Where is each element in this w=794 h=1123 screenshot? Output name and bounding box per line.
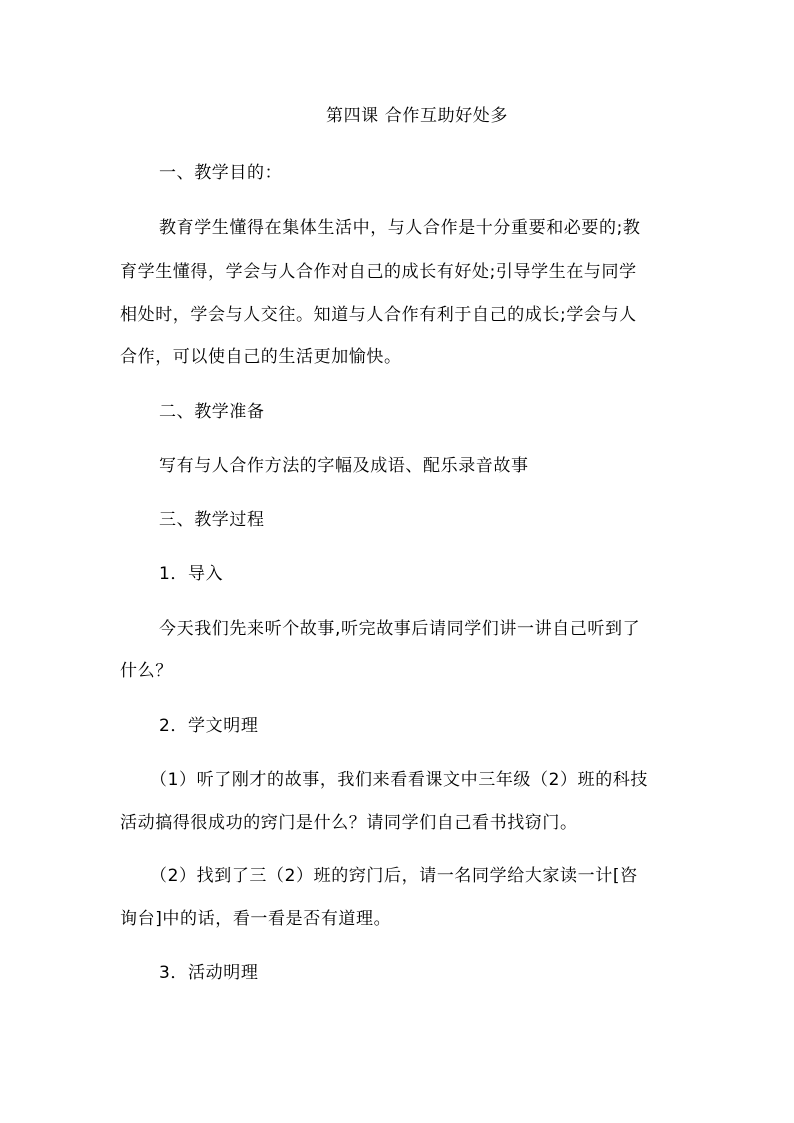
step-heading-intro: 1．导入 <box>159 564 224 584</box>
section-heading-process: 三、教学过程 <box>159 510 265 530</box>
paragraph-line: 活动搞得很成功的窍门是什么？请同学们自己看书找窃门。 <box>120 813 578 833</box>
paragraph-line: 教育学生懂得在集体生活中，与人合作是十分重要和必要的;教 <box>159 218 641 238</box>
paragraph-line: 相处时，学会与人交往。知道与人合作有利于自己的成长;学会与人 <box>120 305 637 325</box>
paragraph-line: （1）听了刚才的故事，我们来看看课文中三年级（2）班的科技 <box>150 770 649 790</box>
paragraph-line: 今天我们先来听个故事,听完故事后请同学们讲一讲自己听到了 <box>159 619 641 639</box>
section-heading-objectives: 一、教学目的： <box>159 163 283 183</box>
paragraph-line: 合作，可以使自己的生活更加愉快。 <box>120 347 402 367</box>
section-heading-preparation: 二、教学准备 <box>159 402 265 422</box>
paragraph-line: 询台]中的话，看一看是否有道理。 <box>120 909 392 929</box>
page-title: 第四课 合作互助好处多 <box>325 106 508 126</box>
step-heading-study: 2．学文明理 <box>159 716 259 736</box>
paragraph-line: （2）找到了三（2）班的窍门后，请一名同学给大家读一计[咨 <box>150 866 638 886</box>
paragraph-line: 什么？ <box>120 661 173 681</box>
step-heading-activity: 3．活动明理 <box>159 963 259 983</box>
paragraph-line: 写有与人合作方法的字幅及成语、配乐录音故事 <box>159 456 529 476</box>
paragraph-line: 育学生懂得，学会与人合作对自己的成长有好处;引导学生在与同学 <box>120 262 637 282</box>
